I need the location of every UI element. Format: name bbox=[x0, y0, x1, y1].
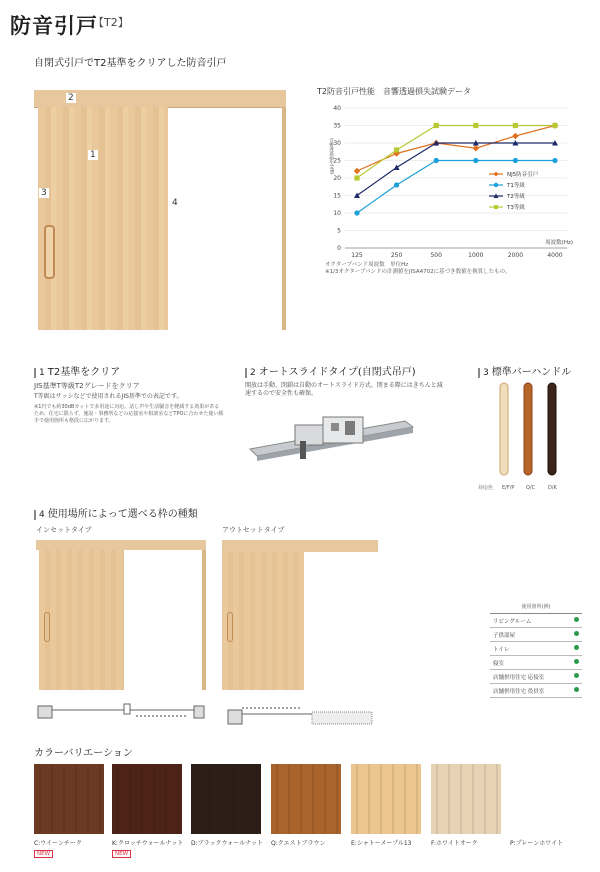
swatch-label: K:クロッチウォールナット bbox=[112, 840, 184, 847]
swatch-d bbox=[191, 764, 261, 834]
new-badge: NEW bbox=[112, 850, 131, 858]
outset-door-illustration bbox=[222, 540, 378, 690]
usage-label: 寝室 bbox=[490, 656, 567, 670]
legend-marker bbox=[494, 205, 498, 209]
section-1-num: 1 bbox=[34, 368, 45, 378]
x-tick-label: 4000 bbox=[547, 252, 563, 259]
y-tick-label: 20 bbox=[333, 175, 341, 182]
inset-plan-diagram bbox=[36, 700, 206, 722]
handle-label-2: Q/C bbox=[526, 485, 536, 491]
x-tick-label: 1000 bbox=[468, 252, 484, 259]
section-1-notes: ※1円でも約30dBカットで多用途に対応。話し声や生活騒音を軽減する効果があるため、住宅に限らず、施設・事務所などの応接室や相談室などTPOに合わせた使い勝手で使用箇所も格段に広がります。 bbox=[34, 404, 224, 424]
series-line bbox=[357, 143, 555, 196]
check-dot-icon bbox=[574, 645, 579, 650]
data-point bbox=[473, 123, 478, 128]
usage-label: 店舗併用住宅 役員室 bbox=[490, 684, 567, 698]
data-point bbox=[473, 145, 479, 151]
swatch-f bbox=[431, 764, 501, 834]
legend-marker bbox=[494, 183, 498, 187]
callout-2: 2 bbox=[68, 93, 74, 103]
door-panel bbox=[38, 107, 168, 330]
section-2-title: オートスライドタイプ(自閉式吊戸) bbox=[258, 367, 416, 378]
data-point bbox=[552, 123, 557, 128]
section-3-title: 標準バーハンドル bbox=[491, 367, 572, 378]
usage-table bbox=[490, 604, 582, 698]
swatch-label: F:ホワイトオーク bbox=[431, 840, 478, 847]
data-point bbox=[512, 133, 518, 139]
section-4-num: 4 bbox=[34, 510, 45, 520]
handle-label-3: D/K bbox=[548, 485, 557, 491]
usage-row bbox=[490, 684, 582, 698]
chart-notes bbox=[325, 262, 587, 276]
y-tick-label: 10 bbox=[333, 210, 341, 217]
legend-label: T3等級 bbox=[507, 205, 525, 211]
data-point bbox=[473, 158, 478, 163]
swatch-label: P:プレーンホワイト bbox=[510, 840, 564, 847]
y-tick-label: 15 bbox=[333, 192, 341, 200]
legend-marker bbox=[494, 172, 499, 177]
y-tick-label: 5 bbox=[337, 227, 341, 235]
legend-label: T1等級 bbox=[507, 183, 525, 189]
usage-row bbox=[490, 656, 582, 670]
handle-label-1: E/F/P bbox=[502, 485, 515, 491]
legend-label: T2等級 bbox=[507, 194, 525, 200]
section-4-heading bbox=[34, 505, 198, 520]
handle-label-0: 対応色 bbox=[478, 485, 494, 491]
outset-plan-diagram bbox=[222, 700, 378, 726]
outset-label: アウトセットタイプ bbox=[222, 526, 285, 534]
data-point bbox=[513, 123, 518, 128]
swatch-c bbox=[34, 764, 104, 834]
usage-header: 使用箇所(例) bbox=[490, 604, 582, 614]
x-tick-label: 500 bbox=[430, 252, 442, 259]
check-dot-icon bbox=[574, 617, 579, 622]
swatch-k bbox=[112, 764, 182, 834]
swatch-label: E:シャトーメープル13 bbox=[351, 840, 412, 847]
data-point bbox=[434, 123, 439, 128]
usage-row bbox=[490, 642, 582, 656]
data-point bbox=[354, 168, 360, 174]
section-3 bbox=[478, 363, 588, 491]
data-point bbox=[354, 210, 359, 215]
y-tick-label: 30 bbox=[333, 140, 341, 147]
callout-3: 3 bbox=[41, 188, 47, 198]
check-dot-icon bbox=[574, 673, 579, 678]
new-badge: NEW bbox=[34, 850, 53, 858]
usage-row bbox=[490, 670, 582, 684]
section-2-num: 2 bbox=[245, 368, 256, 378]
swatch-q bbox=[271, 764, 341, 834]
usage-label: 店舗併用住宅 応接室 bbox=[490, 670, 567, 684]
section-1-sub: JIS基準T等級T2グレードをクリア bbox=[34, 382, 140, 390]
inset-label: インセットタイプ bbox=[36, 526, 92, 534]
swatch-e bbox=[351, 764, 421, 834]
color-heading: カラーバリエーション bbox=[34, 748, 133, 759]
sound-chart bbox=[317, 86, 587, 286]
slide-mechanism-image bbox=[245, 411, 420, 461]
data-point bbox=[394, 147, 399, 152]
y-tick-label: 40 bbox=[333, 105, 341, 112]
section-2-body: 開放は手動、閉鎖は自動のオートスライド方式。閉まる際にはきちんと減速するので安全性も確保。 bbox=[245, 382, 443, 397]
door-post bbox=[282, 107, 286, 330]
inset-door-illustration bbox=[36, 540, 206, 690]
section-1 bbox=[34, 363, 224, 425]
callout-1: 1 bbox=[90, 150, 96, 160]
data-point bbox=[513, 158, 518, 163]
chart-svg bbox=[317, 98, 587, 268]
check-dot-icon bbox=[574, 659, 579, 664]
chart-title: T2防音引戸性能 音響透過損失試験データ bbox=[317, 87, 471, 96]
series-line bbox=[357, 161, 555, 214]
check-dot-icon bbox=[574, 687, 579, 692]
x-tick-label: 250 bbox=[390, 252, 403, 259]
section-2 bbox=[245, 363, 445, 398]
legend-label: NJ5防音引戸 bbox=[507, 172, 539, 178]
usage-label: トイレ bbox=[490, 642, 567, 656]
data-point bbox=[434, 158, 439, 163]
lead-text: 自閉式引戸でT2基準をクリアした防音引戸 bbox=[34, 58, 227, 69]
section-1-title: T2基準をクリア bbox=[47, 367, 121, 378]
usage-label: リビングルーム bbox=[490, 614, 567, 628]
grade-tag: 【T2】 bbox=[93, 16, 129, 29]
series-line bbox=[357, 126, 555, 172]
swatch-label: C:ウイーンチーク bbox=[34, 840, 82, 847]
data-point bbox=[394, 182, 399, 187]
x-axis-label: 周波数(Hz) bbox=[545, 240, 573, 246]
check-dot-icon bbox=[574, 631, 579, 636]
y-axis-label: 音響透過損失(dB) bbox=[328, 138, 334, 175]
section-1-body: T等級はサッシなどで使用されるJIS基準での表記です。 bbox=[34, 393, 183, 400]
y-tick-label: 25 bbox=[333, 157, 341, 165]
section-4-title: 使用場所によって選べる枠の種類 bbox=[47, 509, 198, 520]
section-3-num: 3 bbox=[478, 368, 489, 378]
page-title: 防音引戸 bbox=[10, 14, 98, 38]
data-point bbox=[552, 158, 557, 163]
bar-handles-image bbox=[496, 379, 566, 479]
bar-handle bbox=[44, 225, 55, 279]
door-illustration bbox=[34, 90, 286, 330]
callout-4: 4 bbox=[172, 198, 178, 208]
x-tick-label: 125 bbox=[351, 252, 363, 259]
x-tick-label: 2000 bbox=[507, 252, 524, 259]
usage-row bbox=[490, 628, 582, 642]
swatch-label: Q:クエストブラウン bbox=[271, 840, 326, 847]
data-point bbox=[354, 175, 359, 180]
chart-note-2: ※1/3オクターブバンドの計測値をJISA4702に基づき数値を換算したもの。 bbox=[325, 269, 511, 275]
y-tick-label: 35 bbox=[333, 122, 341, 130]
swatch-label: D:ブラックウォールナット bbox=[191, 840, 264, 847]
y-tick-label: 0 bbox=[337, 245, 341, 252]
chart-note-1: オクターブバンド周波数 単位Hz bbox=[325, 262, 409, 268]
data-point bbox=[394, 165, 400, 171]
usage-label: 子供部屋 bbox=[490, 628, 567, 642]
usage-row bbox=[490, 614, 582, 628]
